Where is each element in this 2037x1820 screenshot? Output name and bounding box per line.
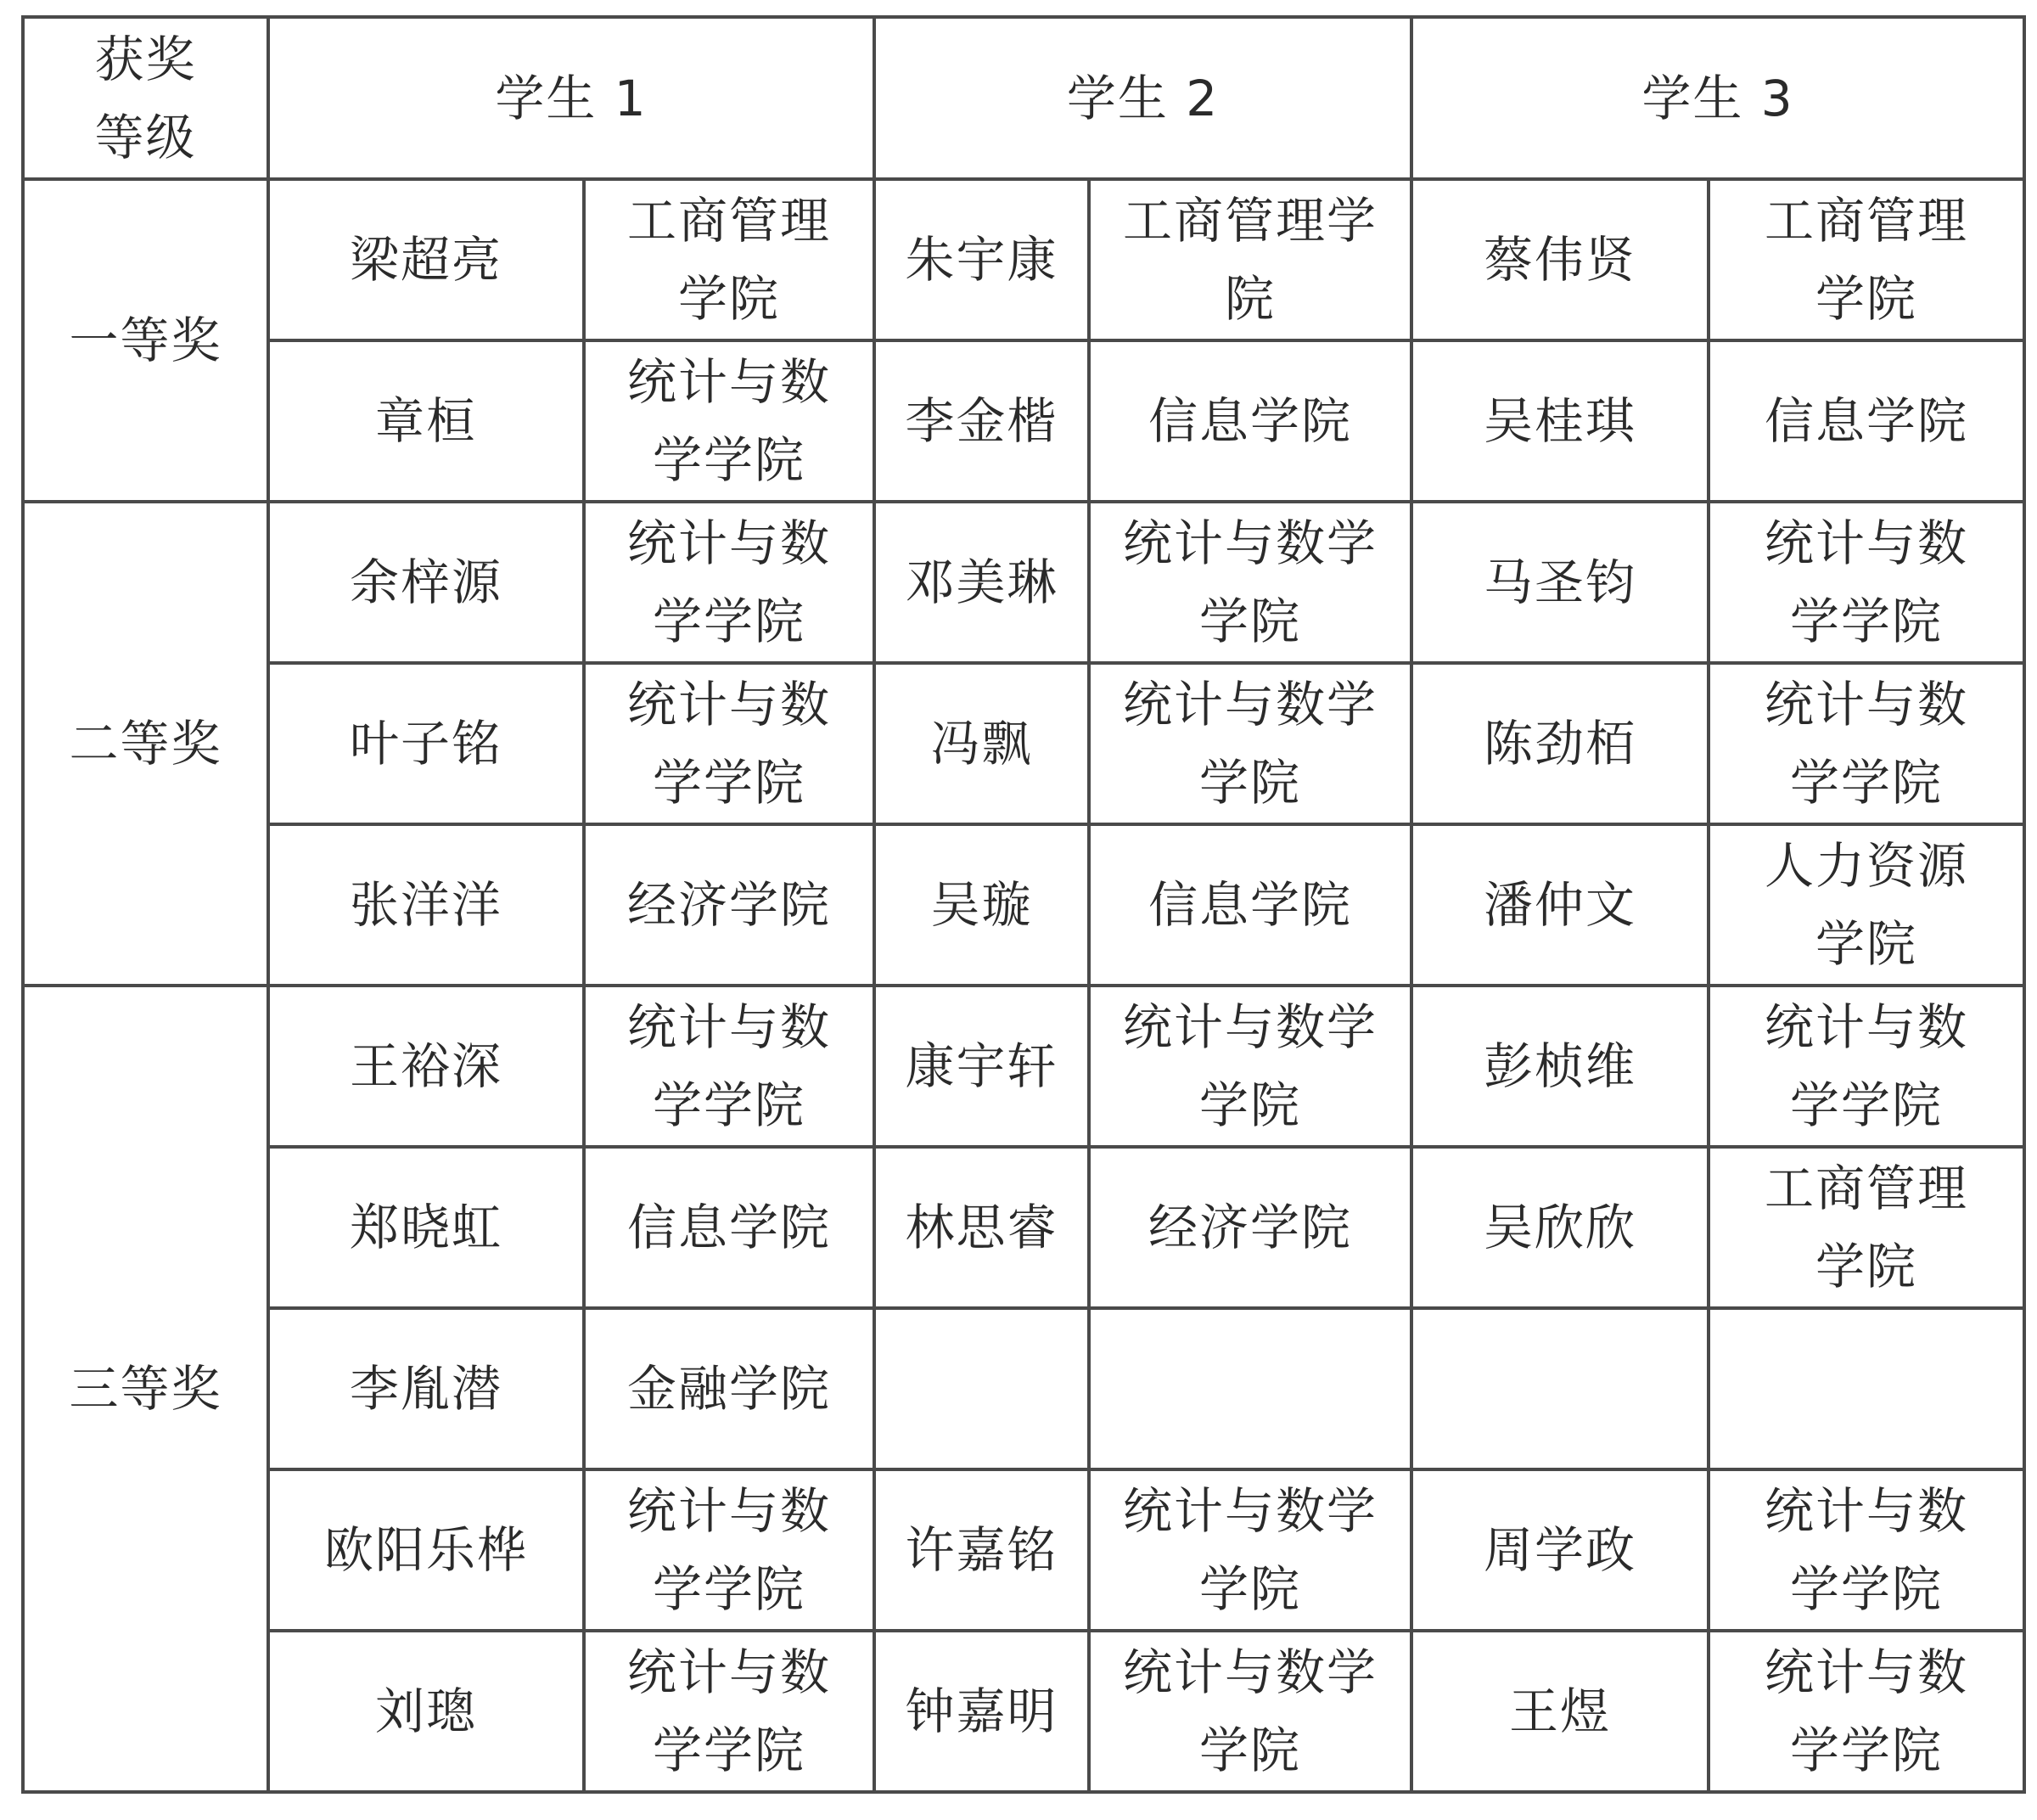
student-name-cell: 章桓 — [268, 340, 584, 502]
student-name-cell: 邓美琳 — [874, 502, 1089, 663]
award-row — [23, 1147, 2024, 1308]
college-cell: 人力资源 学院 — [1709, 824, 2024, 986]
award-row — [23, 1631, 2024, 1792]
college-cell: 工商管理 学院 — [1709, 1147, 2024, 1308]
college-cell: 统计与数 学学院 — [584, 986, 874, 1147]
college-cell: 工商管理 学院 — [584, 179, 874, 340]
award-row — [23, 502, 2024, 663]
college-cell: 统计与数 学学院 — [1709, 1631, 2024, 1792]
award-row — [23, 1469, 2024, 1631]
award-row — [23, 824, 2024, 986]
student-name-cell: 马圣钧 — [1411, 502, 1709, 663]
student-name-cell — [874, 1308, 1089, 1469]
student-name-cell: 李金楷 — [874, 340, 1089, 502]
college-cell: 统计与数学 学院 — [1089, 986, 1411, 1147]
student-name-cell: 蔡伟贤 — [1411, 179, 1709, 340]
student-name-cell: 李胤潜 — [268, 1308, 584, 1469]
student-name-cell: 钟嘉明 — [874, 1631, 1089, 1792]
college-cell: 统计与数 学学院 — [584, 502, 874, 663]
student-name-cell: 吴欣欣 — [1411, 1147, 1709, 1308]
college-cell: 信息学院 — [1089, 824, 1411, 986]
header-row — [23, 17, 2024, 179]
college-cell: 经济学院 — [584, 824, 874, 986]
award-row — [23, 340, 2024, 502]
college-cell: 统计与数 学学院 — [584, 663, 874, 824]
student-name-cell: 彭桢维 — [1411, 986, 1709, 1147]
student-2-header: 学生 2 — [874, 17, 1411, 179]
student-name-cell: 叶子铭 — [268, 663, 584, 824]
award-level-cell: 三等奖 — [23, 986, 268, 1792]
college-cell: 工商管理 学院 — [1709, 179, 2024, 340]
college-cell: 统计与数 学学院 — [584, 340, 874, 502]
college-cell: 统计与数 学学院 — [1709, 663, 2024, 824]
award-level-cell: 一等奖 — [23, 179, 268, 502]
student-name-cell: 吴璇 — [874, 824, 1089, 986]
student-name-cell: 朱宇康 — [874, 179, 1089, 340]
college-cell: 信息学院 — [584, 1147, 874, 1308]
student-name-cell: 梁超亮 — [268, 179, 584, 340]
college-cell: 统计与数学 学院 — [1089, 1631, 1411, 1792]
student-name-cell — [1411, 1308, 1709, 1469]
college-cell: 统计与数学 学院 — [1089, 1469, 1411, 1631]
student-name-cell: 周学政 — [1411, 1469, 1709, 1631]
student-1-header: 学生 1 — [268, 17, 874, 179]
college-cell: 经济学院 — [1089, 1147, 1411, 1308]
college-cell: 工商管理学 院 — [1089, 179, 1411, 340]
award-level-header: 获奖 等级 — [23, 17, 268, 179]
student-name-cell: 王裕深 — [268, 986, 584, 1147]
student-3-header: 学生 3 — [1411, 17, 2024, 179]
student-name-cell: 许嘉铭 — [874, 1469, 1089, 1631]
college-cell: 统计与数 学学院 — [1709, 986, 2024, 1147]
college-cell: 信息学院 — [1089, 340, 1411, 502]
student-name-cell: 张洋洋 — [268, 824, 584, 986]
student-name-cell: 潘仲文 — [1411, 824, 1709, 986]
award-level-cell: 二等奖 — [23, 502, 268, 986]
award-row — [23, 1308, 2024, 1469]
college-cell: 统计与数 学学院 — [584, 1469, 874, 1631]
student-name-cell: 康宇轩 — [874, 986, 1089, 1147]
table-body — [23, 17, 2024, 1792]
college-cell — [1709, 1308, 2024, 1469]
college-cell: 统计与数 学学院 — [1709, 1469, 2024, 1631]
student-name-cell: 吴桂琪 — [1411, 340, 1709, 502]
award-row — [23, 663, 2024, 824]
student-name-cell: 林思睿 — [874, 1147, 1089, 1308]
award-row — [23, 179, 2024, 340]
student-name-cell: 王煜 — [1411, 1631, 1709, 1792]
student-name-cell: 欧阳乐桦 — [268, 1469, 584, 1631]
student-name-cell: 刘璁 — [268, 1631, 584, 1792]
college-cell: 统计与数学 学院 — [1089, 502, 1411, 663]
student-name-cell: 余梓源 — [268, 502, 584, 663]
college-cell: 统计与数学 学院 — [1089, 663, 1411, 824]
student-name-cell: 冯飘 — [874, 663, 1089, 824]
student-name-cell: 郑晓虹 — [268, 1147, 584, 1308]
student-name-cell: 陈劲栢 — [1411, 663, 1709, 824]
college-cell: 信息学院 — [1709, 340, 2024, 502]
awards-table — [21, 15, 2026, 1794]
award-row — [23, 986, 2024, 1147]
college-cell — [1089, 1308, 1411, 1469]
college-cell: 统计与数 学学院 — [1709, 502, 2024, 663]
college-cell: 金融学院 — [584, 1308, 874, 1469]
college-cell: 统计与数 学学院 — [584, 1631, 874, 1792]
